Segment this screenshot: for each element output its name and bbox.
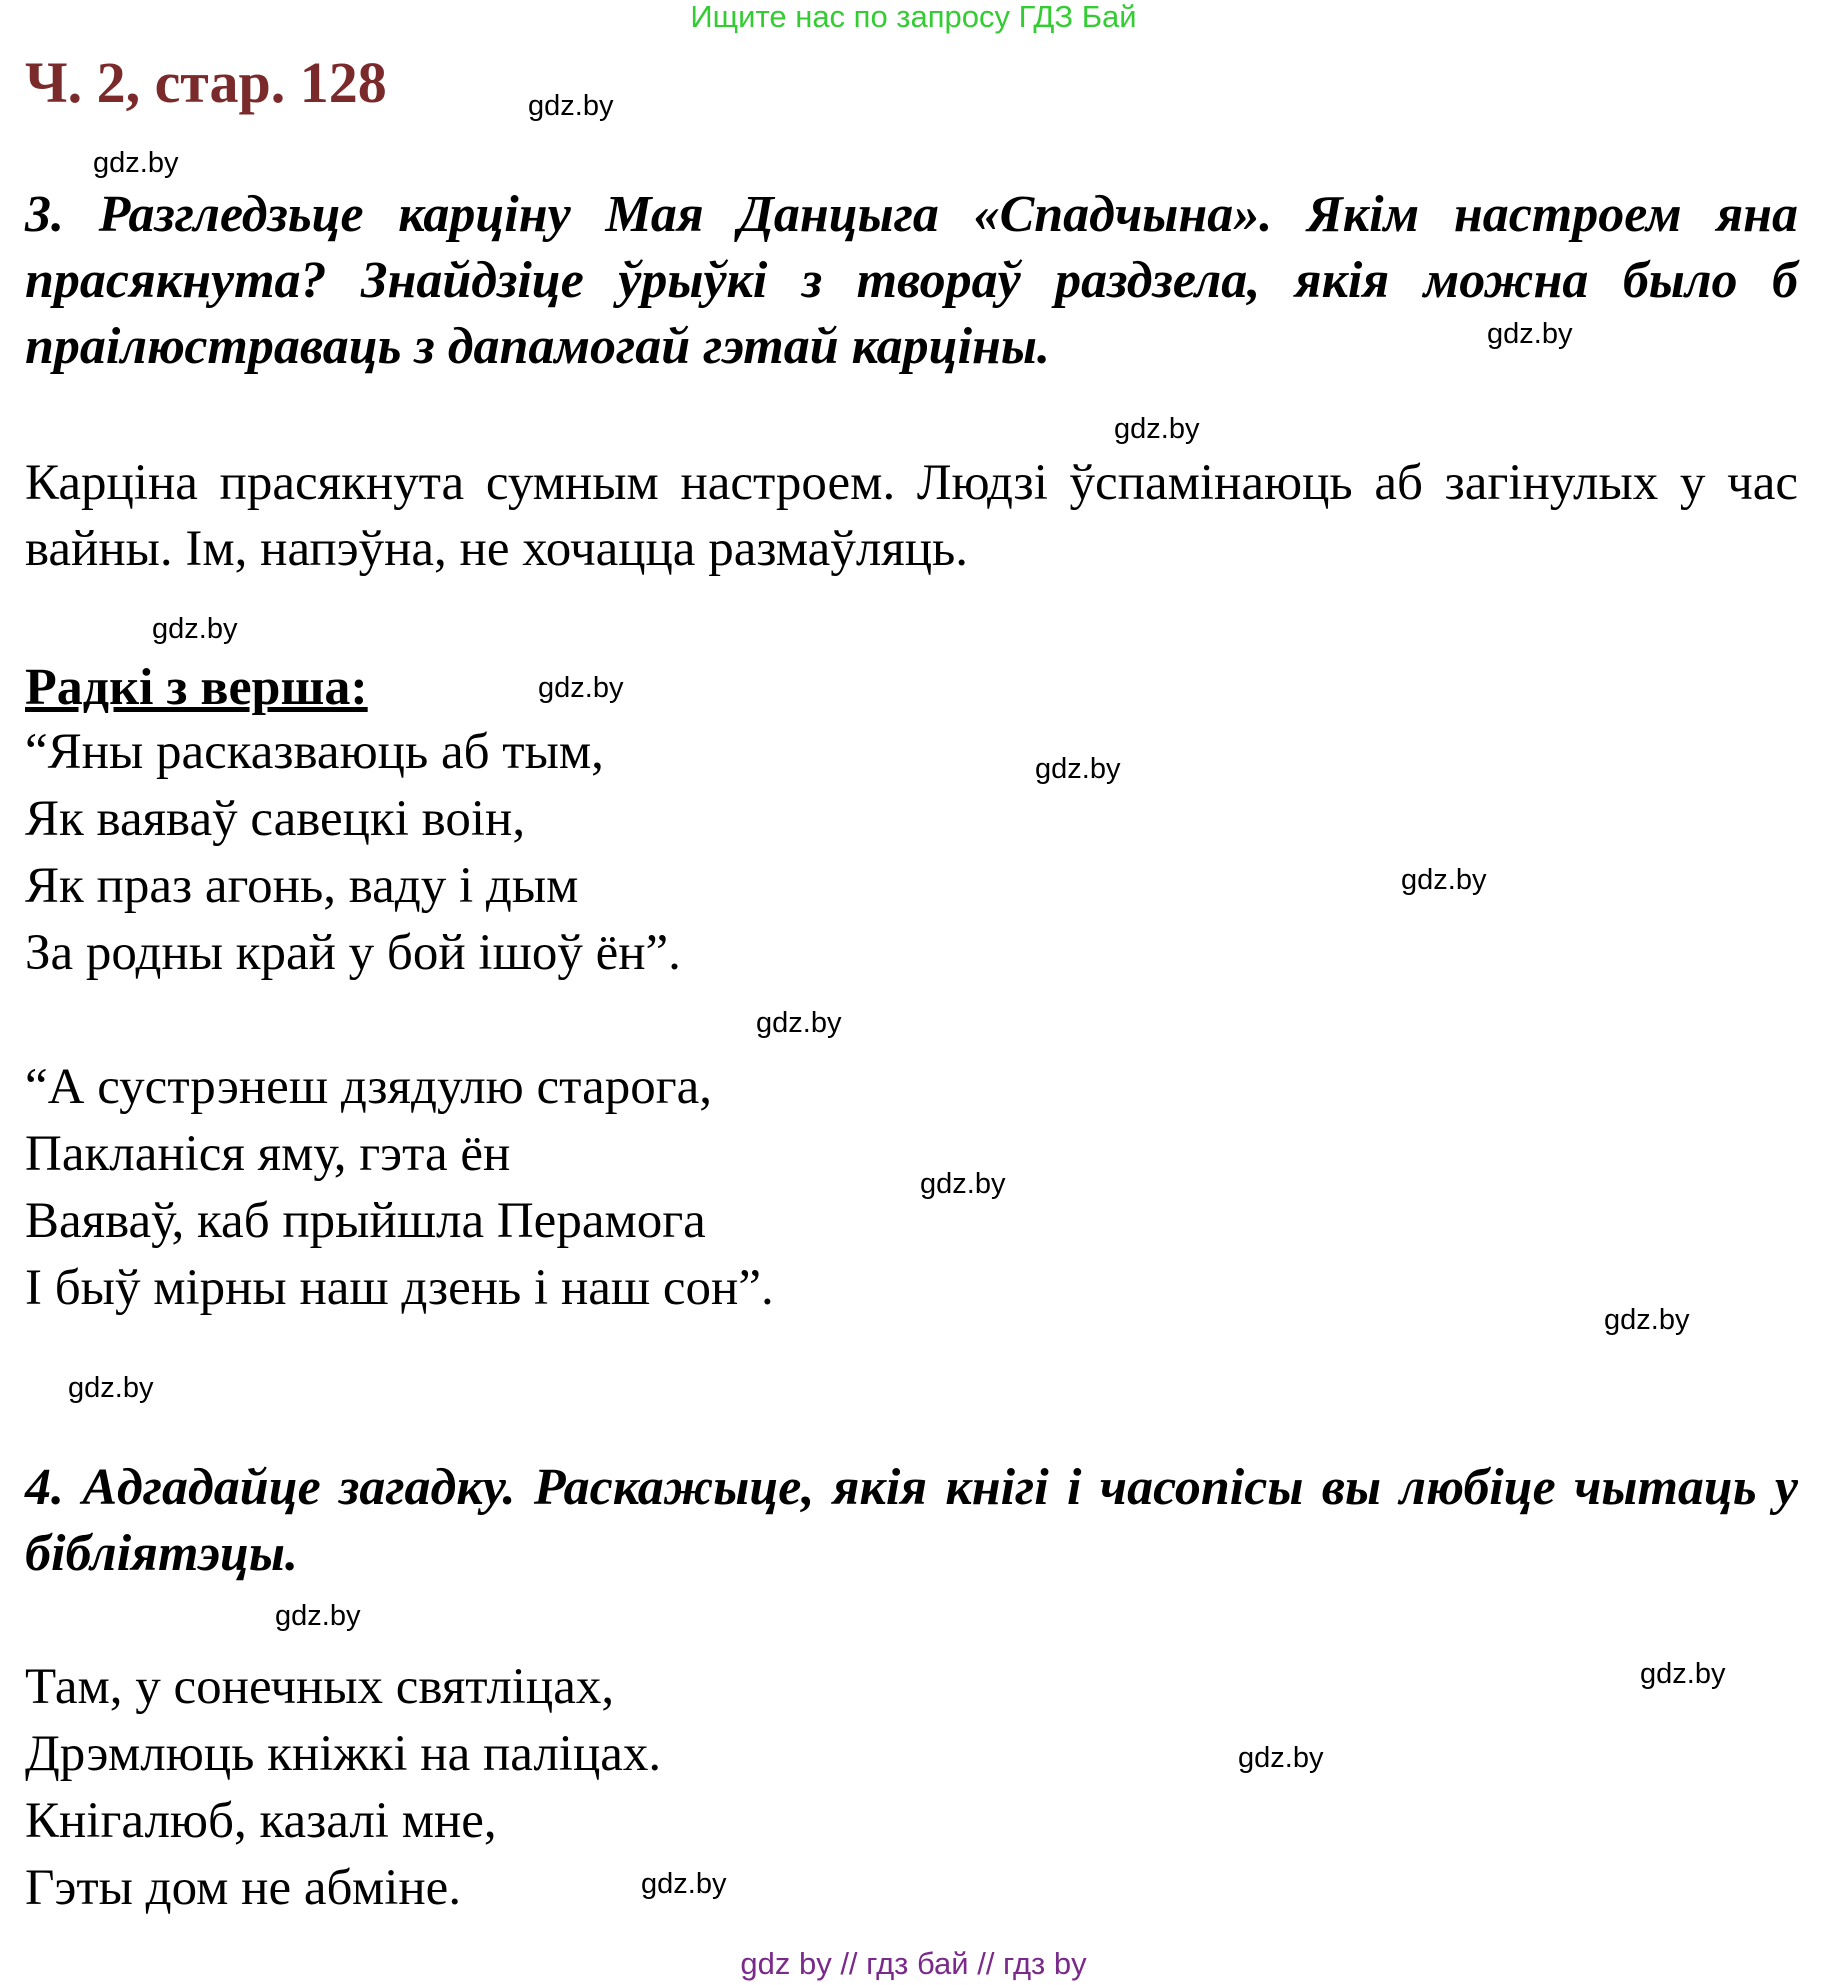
task-4-question: 4. Адгадайце загадку. Раскажыце, якія кнігі і часопісы вы любіце чытаць у бібліятэцы.	[25, 1459, 1798, 1582]
poem-line: І быў мірны наш дзень і наш сон”.	[25, 1260, 774, 1316]
watermark: gdz.by	[528, 90, 614, 122]
poem-line: “А сустрэнеш дзядулю старога,	[25, 1059, 713, 1115]
poem-line: Як ваяваў савецкі воін,	[25, 791, 526, 847]
watermark: gdz.by	[538, 672, 624, 704]
poem-line: Пакланіся яму, гэта ён	[25, 1126, 511, 1182]
watermark: gdz.by	[1487, 318, 1573, 350]
riddle-line: Дрэмлюць кніжкі на паліцах.	[25, 1726, 662, 1782]
riddle-line: Там, у сонечных святліцах,	[25, 1659, 615, 1715]
watermark: gdz.by	[68, 1372, 154, 1404]
page-title: Ч. 2, стар. 128	[25, 50, 387, 115]
watermark: gdz.by	[1114, 413, 1200, 445]
watermark: gdz.by	[756, 1007, 842, 1039]
poem-stanza-1	[25, 719, 681, 987]
riddle-line: Кнігалюб, казалі мне,	[25, 1793, 497, 1849]
riddle	[25, 1654, 661, 1922]
watermark: gdz.by	[152, 613, 238, 645]
watermark: gdz.by	[1238, 1742, 1324, 1774]
watermark: gdz.by	[1640, 1658, 1726, 1690]
task-3-question: 3. Разгледзьце карціну Мая Данцыга «Спадчына». Якім настроем яна прасякнута? Знайдзіце ўрыўкі з твораў раздзела, якія можна было б праілюстраваць з дапамогай гэтай карціны.	[25, 186, 1798, 375]
poem-line: Ваяваў, каб прыйшла Перамога	[25, 1193, 706, 1249]
watermark: gdz.by	[920, 1168, 1006, 1200]
poem-line: За родны край у бой ішоў ён”.	[25, 925, 681, 981]
footer-links[interactable]: gdz by // гдз бай // гдз by	[740, 1946, 1087, 1981]
watermark: gdz.by	[1035, 753, 1121, 785]
task-3-answer: Карціна прасякнута сумным настроем. Людзі ўспамінаюць аб загінулых у час вайны. Ім, напэўна, не хочацца размаўляць.	[25, 455, 1798, 577]
riddle-line: Гэты дом не абміне.	[25, 1860, 462, 1916]
poem-line: Як праз агонь, ваду і дым	[25, 858, 579, 914]
watermark: gdz.by	[93, 147, 179, 179]
poem-line: “Яны расказваюць аб тым,	[25, 724, 604, 780]
watermark: gdz.by	[1604, 1304, 1690, 1336]
search-banner[interactable]: Ищите нас по запросу ГДЗ Бай	[690, 0, 1137, 34]
poem-stanza-2	[25, 1054, 774, 1322]
watermark: gdz.by	[641, 1868, 727, 1900]
watermark: gdz.by	[275, 1600, 361, 1632]
watermark: gdz.by	[1401, 864, 1487, 896]
poem-heading: Радкі з верша:	[25, 659, 368, 716]
